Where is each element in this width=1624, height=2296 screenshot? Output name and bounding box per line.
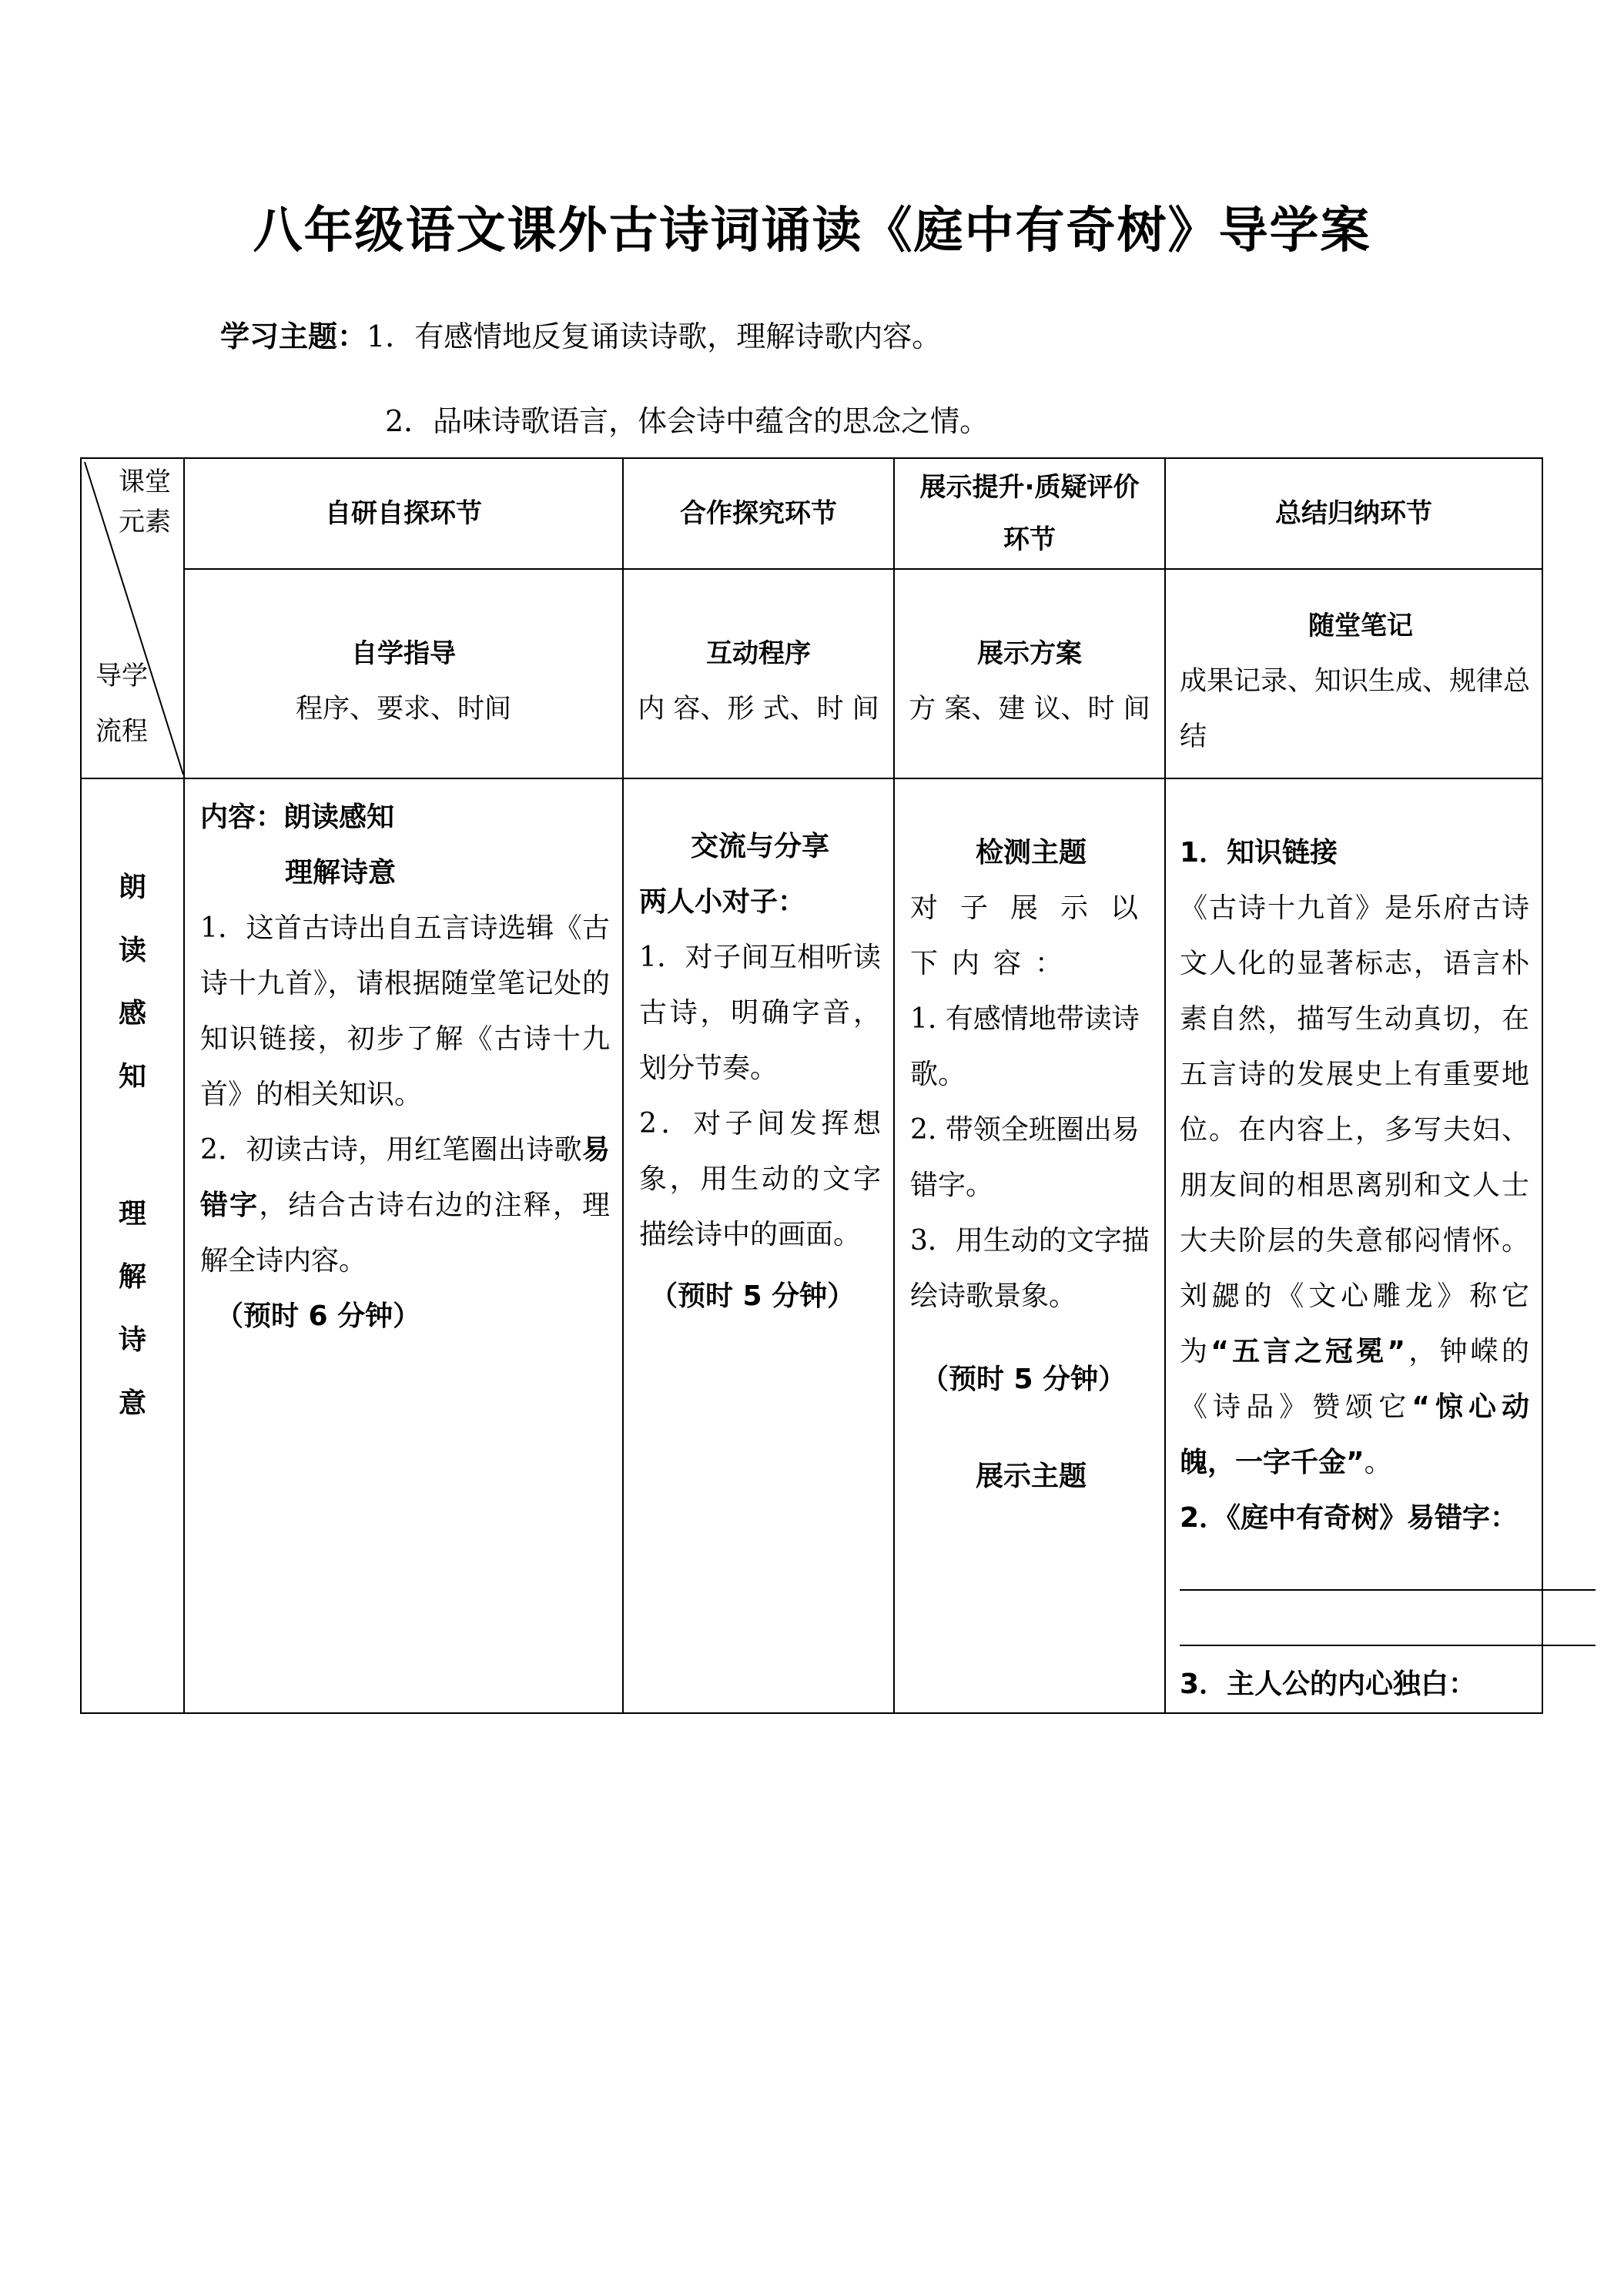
cooperative-step-2: 2．对子间发挥想象，用生动的文字描绘诗中的画面。 xyxy=(639,1108,881,1250)
study-theme-line-1 xyxy=(220,313,941,355)
corner-top-label: 课堂 元素 xyxy=(119,467,171,537)
notes-knowledge-link: 《古诗十九首》是乐府古诗文人化的显著标志，语言朴素自然，描写生动真切，在五言诗的发展史上有重要地位。在内容上，多写夫妇、朋友间的相思离别和文人士大夫阶层的失意郁闷情怀。刘勰的《文心雕龙》称它为“五言之冠冕”，钟嵘的《诗品》赞颂它“惊心动魄，一字千金”。 xyxy=(1180,892,1529,1478)
cooperative-subheading: 两人小对子： xyxy=(639,886,806,918)
display-intro: 对子展示以下内容： xyxy=(910,892,1152,979)
self-study-content xyxy=(185,779,622,1344)
study-theme-item-2: 2．品味诗歌语言，体会诗中蕴含的思念之情。 xyxy=(385,404,989,438)
subheader-display: 展示方案 方 案、建 议、时 间 xyxy=(909,638,1150,725)
study-theme-label: 学习主题： xyxy=(220,319,367,353)
self-study-step-2: 2．初读古诗，用红笔圈出诗歌易错字，结合古诗右边的注释，理解全诗内容。 xyxy=(200,1134,610,1277)
cooperative-time: （预时 5 分钟） xyxy=(650,1280,856,1312)
cooperative-content xyxy=(624,779,893,1324)
display-step-1: 1. 有感情地带读诗歌。 xyxy=(910,1003,1140,1090)
header-display: 展示提升·质疑评价 环节 xyxy=(919,472,1140,555)
study-theme-item-1: 1．有感情地反复诵读诗歌，理解诗歌内容。 xyxy=(367,320,942,353)
corner-cell xyxy=(81,458,184,778)
notes-heading-1: 1．知识链接 xyxy=(1180,837,1338,869)
header-self-study: 自研自探环节 xyxy=(325,498,482,529)
page-title: 八年级语文课外古诗词诵读《庭中有奇树》导学案 xyxy=(253,202,1371,259)
self-study-step-1: 1．这首古诗出自五言诗选辑《古诗十九首》，请根据随堂笔记处的知识链接，初步了解《古诗十九首》的相关知识。 xyxy=(200,912,610,1110)
notes-heading-2: 2．《庭中有奇树》易错字： xyxy=(1180,1502,1519,1534)
subheader-cooperative: 互动程序 内 容、形 式、时 间 xyxy=(638,638,879,725)
guide-table xyxy=(80,457,1543,1714)
self-study-subheading: 理解诗意 xyxy=(285,857,397,889)
cooperative-step-1: 1．对子间互相听读古诗，明确字音，划分节奏。 xyxy=(639,942,881,1084)
notes-blank-line-2[interactable] xyxy=(1180,1602,1596,1646)
cooperative-heading: 交流与分享 xyxy=(690,831,829,862)
header-summary: 总结归纳环节 xyxy=(1275,498,1432,529)
header-cooperative: 合作探究环节 xyxy=(680,498,837,529)
stage-label-vertical: 朗 读 感 知 理 解 诗 意 xyxy=(118,872,146,1419)
display-step-2: 2. 带领全班圈出易错字。 xyxy=(910,1114,1140,1201)
subheader-summary: 随堂笔记 成果记录、知识生成、规律总结 xyxy=(1180,611,1531,752)
display-footer: 展示主题 xyxy=(975,1461,1087,1492)
display-heading: 检测主题 xyxy=(975,837,1087,869)
notes-blank-line-1[interactable] xyxy=(1180,1546,1596,1591)
notes-heading-3: 3．主人公的内心独白： xyxy=(1180,1668,1477,1700)
notes-content xyxy=(1166,779,1542,1712)
self-study-heading: 内容：朗读感知 xyxy=(200,802,395,833)
display-time: （预时 5 分钟） xyxy=(921,1364,1127,1395)
subheader-self-study: 自学指导 程序、要求、时间 xyxy=(295,638,511,725)
display-step-3: 3．用生动的文字描绘诗歌景象。 xyxy=(910,1225,1150,1312)
corner-bottom-label: 导学 流程 xyxy=(95,661,148,747)
display-content xyxy=(895,779,1164,1504)
self-study-time: （预时 6 分钟） xyxy=(216,1300,421,1332)
